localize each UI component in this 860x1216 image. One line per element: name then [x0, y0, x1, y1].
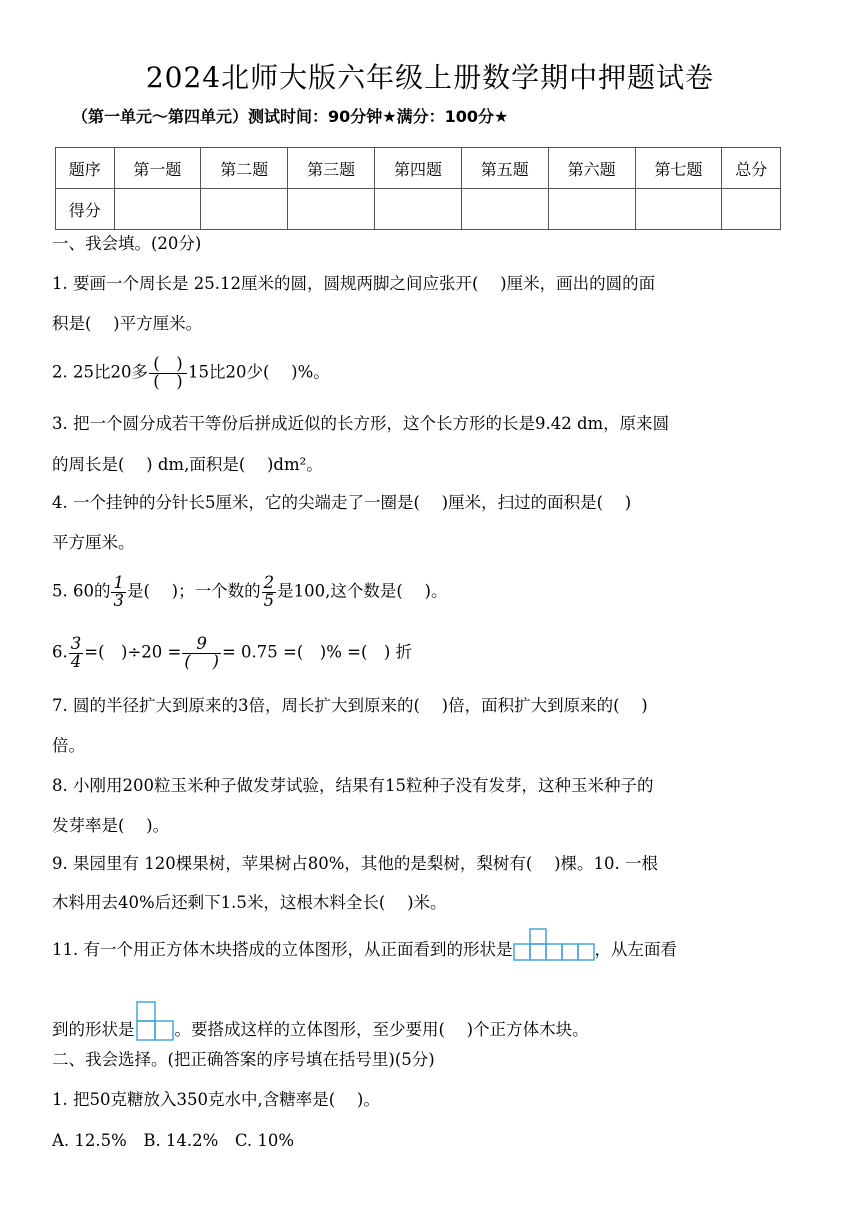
header-cell: 第五题 [461, 148, 548, 189]
q2-text-a: 2. 25比20多 [52, 362, 148, 382]
q1-line1: 1. 要画一个周长是 25.12厘米的圆，圆规两脚之间应张开( )厘米，画出的圆的面 [52, 274, 656, 293]
score-input-cell[interactable] [201, 189, 288, 230]
q5-text-c: 是100,这个数是( )。 [277, 581, 448, 601]
header-cell: 第三题 [288, 148, 375, 189]
q2-fraction-denominator: ( ) [149, 373, 187, 391]
q3-line1: 3. 把一个圆分成若干等份后拼成近似的长方形，这个长方形的长是9.42 dm，原来圆 [52, 414, 670, 433]
q5-fraction-1-denominator: 3 [113, 590, 124, 610]
q6-fraction-2-denominator: ( ) [184, 651, 219, 671]
q5-fraction-2-numerator: 2 [263, 573, 275, 592]
q4-line1: 4. 一个挂钟的分针长5厘米，它的尖端走了一圈是( )厘米，扫过的面积是( ) [52, 493, 632, 512]
q5-fraction-2 [262, 575, 277, 609]
header-cell: 第二题 [201, 148, 288, 189]
q6-fraction-1-denominator: 4 [70, 651, 82, 671]
header-cell: 第六题 [548, 148, 635, 189]
q5-fraction-1-numerator: 1 [113, 573, 124, 592]
q7-line2: 倍。 [52, 736, 85, 755]
section1-heading: 一、我会填。(20分) [52, 234, 202, 253]
q2-line [52, 356, 330, 390]
front-view-figure [513, 928, 595, 962]
q6-fraction-1-numerator: 3 [70, 634, 82, 653]
q11-text-c: 到的形状是 [52, 1020, 135, 1039]
q5-fraction-2-denominator: 5 [263, 590, 275, 610]
q11-text-d: 。要搭成这样的立体图形，至少要用( )个正方体木块。 [174, 1020, 589, 1039]
section2-heading: 二、我会选择。(把正确答案的序号填在括号里)(5分) [52, 1050, 435, 1069]
q1-line2: 积是( )平方厘米。 [52, 314, 203, 333]
header-cell: 第四题 [375, 148, 462, 189]
score-input-cell[interactable] [635, 189, 722, 230]
q6-fraction-2 [182, 636, 221, 670]
q2-text-b: 15比20少( )%。 [187, 362, 330, 382]
q5-line [52, 575, 447, 609]
q11-text-b: ，从左面看 [594, 940, 677, 959]
page-subtitle: （第一单元～第四单元）测试时间：90分钟★满分：100分★ [72, 107, 509, 126]
q8-line2: 发芽率是( )。 [52, 816, 170, 835]
header-cell: 第一题 [114, 148, 201, 189]
q6-fraction-2-numerator: 9 [196, 634, 207, 653]
score-input-cell[interactable] [722, 189, 781, 230]
q6-fraction-1 [69, 636, 84, 670]
q4-line2: 平方厘米。 [52, 533, 135, 552]
header-cell: 第七题 [635, 148, 722, 189]
q11-line1 [52, 928, 677, 962]
s2-q1-line: 1. 把50克糖放入350克水中,含糖率是( )。 [52, 1090, 380, 1109]
q5-text-b: 是( )；一个数的 [126, 581, 261, 601]
score-input-cell[interactable] [548, 189, 635, 230]
s2-q1-options: A. 12.5% B. 14.2% C. 10% [52, 1131, 295, 1150]
score-input-cell[interactable] [461, 189, 548, 230]
q9-line1: 9. 果园里有 120棵果树，苹果树占80%，其他的是梨树，梨树有( )棵。10. 一根 [52, 854, 659, 873]
score-table-header-row [56, 148, 781, 189]
q11-line2 [52, 1000, 589, 1042]
q11-text-a: 11. 有一个用正方体木块搭成的立体图形，从正面看到的形状是 [52, 940, 513, 959]
q3-line2: 的周长是( ) dm,面积是( )dm²。 [52, 455, 323, 474]
score-table [55, 147, 781, 230]
score-input-cell[interactable] [114, 189, 201, 230]
q5-text-a: 5. 60的 [52, 581, 111, 601]
header-cell: 总分 [722, 148, 781, 189]
q2-fraction [149, 356, 187, 390]
q9-line2: 木料用去40%后还剩下1.5米，这根木料全长( )米。 [52, 893, 447, 912]
q2-fraction-numerator: ( ) [153, 354, 183, 373]
score-input-cell[interactable] [375, 189, 462, 230]
q7-line1: 7. 圆的半径扩大到原来的3倍，周长扩大到原来的( )倍，面积扩大到原来的( ) [52, 696, 648, 715]
q6-text-b: =( )÷20 = [84, 642, 182, 662]
q6-text-c: = 0.75 =( )% =( ) 折 [221, 642, 413, 662]
score-table-score-row [56, 189, 781, 230]
score-input-cell[interactable] [288, 189, 375, 230]
page-title: 2024北师大版六年级上册数学期中押题试卷 [145, 61, 715, 94]
q6-text-a: 6. [52, 642, 68, 662]
q8-line1: 8. 小刚用200粒玉米种子做发芽试验，结果有15粒种子没有发芽，这种玉米种子的 [52, 776, 654, 795]
header-cell: 题序 [56, 148, 115, 189]
row-label-cell: 得分 [56, 189, 115, 230]
q6-line [52, 636, 412, 670]
left-view-figure [135, 1000, 175, 1042]
q5-fraction-1 [111, 575, 126, 609]
